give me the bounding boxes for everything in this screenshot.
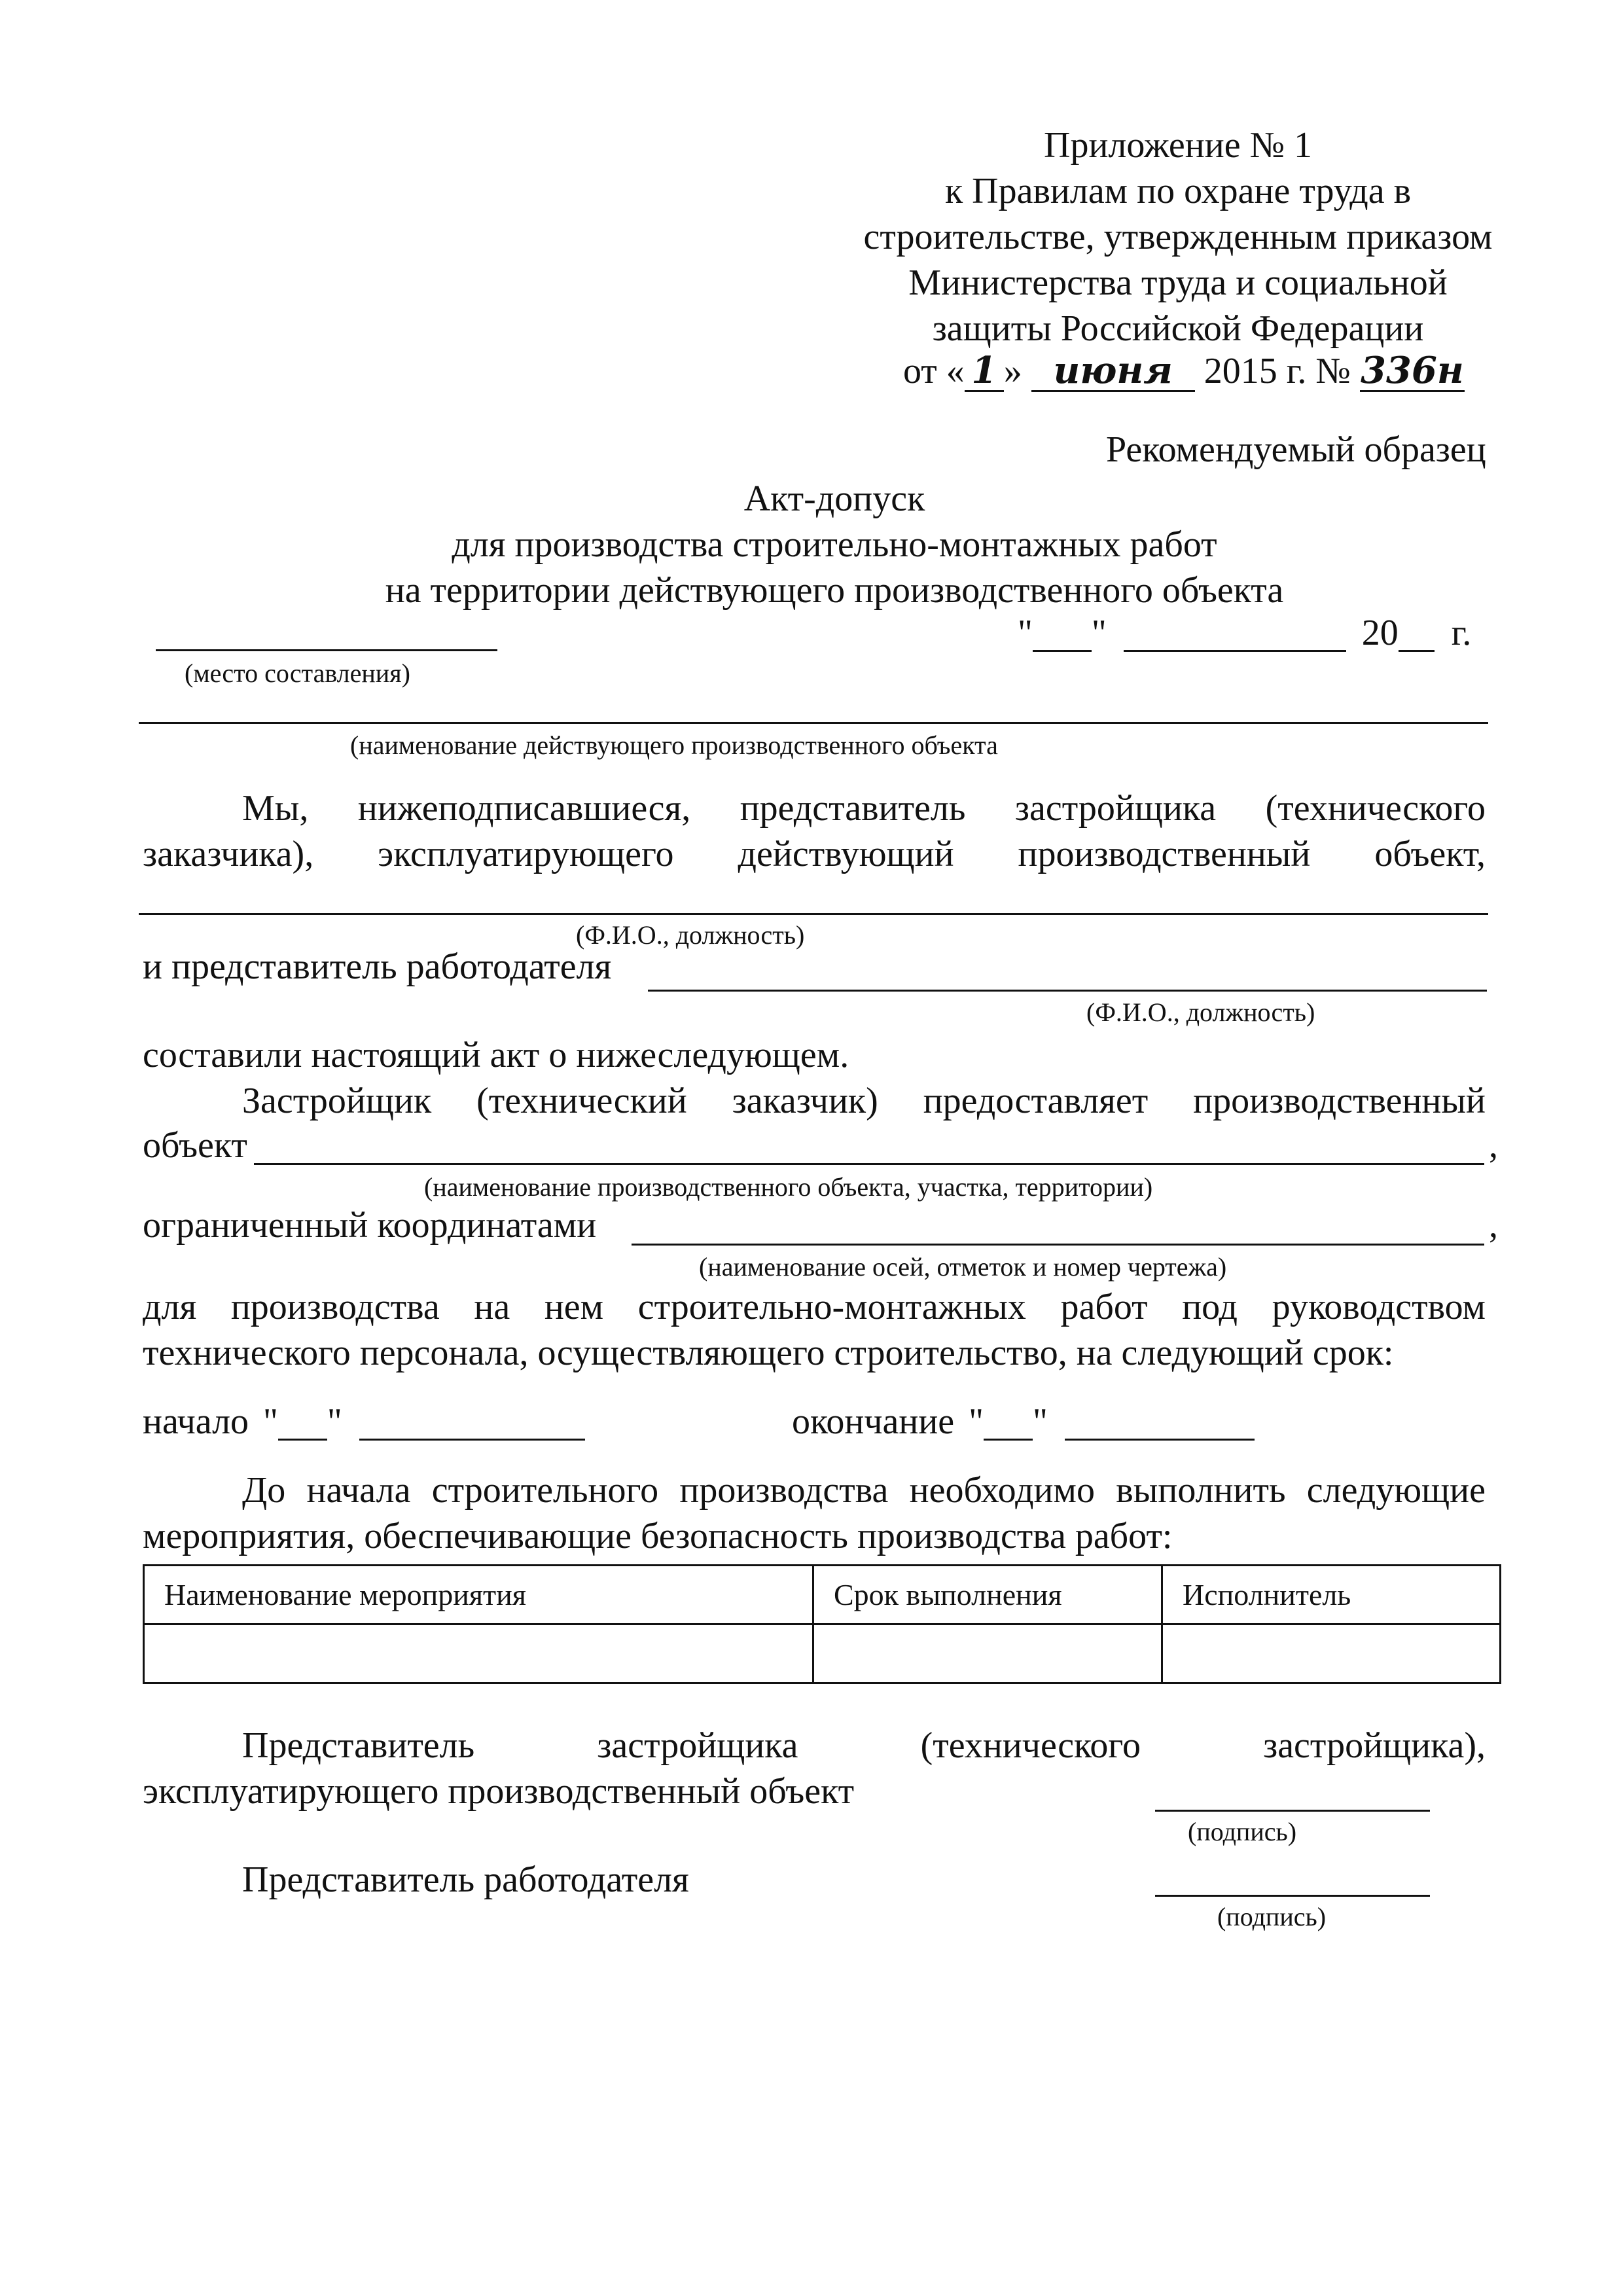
para4-line1: До начала строительного производства необходимо выполнить следующие xyxy=(242,1470,1486,1511)
title-sub1: для производства строительно-монтажных работ xyxy=(452,524,1217,565)
date-prefix: от « xyxy=(903,351,965,391)
period-start xyxy=(143,1401,585,1443)
object-name-caption: (наименование действующего производственного объекта xyxy=(350,730,998,760)
appendix-line4: Министерства труда и социальной xyxy=(908,262,1448,303)
date-quote-close: " xyxy=(1091,613,1107,653)
act-month-blank[interactable] xyxy=(1124,616,1346,652)
rep1-line1: Представитель застройщика (технического застройщика), xyxy=(242,1725,1486,1766)
page-title: Акт-допуск xyxy=(743,478,925,519)
measures-table xyxy=(143,1564,1501,1684)
act-day-blank[interactable] xyxy=(1033,616,1092,652)
para3-line1: для производства на нем строительно-монтажных работ под руководством xyxy=(143,1287,1486,1327)
end-day-blank[interactable] xyxy=(984,1405,1033,1441)
employer-rep-line[interactable] xyxy=(648,990,1487,992)
appendix-line2: к Правилам по охране труда в xyxy=(944,171,1412,211)
end-quote-open: " xyxy=(969,1401,984,1442)
date-year: 2015 г. № xyxy=(1204,351,1351,391)
coords-line[interactable] xyxy=(632,1244,1484,1246)
appendix-line1: Приложение № 1 xyxy=(1044,125,1312,166)
order-number: 336н xyxy=(1360,349,1464,392)
rep2-signature-line[interactable] xyxy=(1155,1895,1430,1897)
cell-measure-name[interactable] xyxy=(144,1624,813,1683)
end-month-blank[interactable] xyxy=(1065,1405,1255,1441)
act-year-blank[interactable] xyxy=(1399,616,1435,652)
place-caption: (место составления) xyxy=(185,658,410,688)
act-year: 20 xyxy=(1361,613,1399,653)
date-month: июня xyxy=(1031,351,1195,392)
cell-deadline[interactable] xyxy=(813,1624,1162,1683)
customer-rep-line[interactable] xyxy=(139,913,1488,915)
object-line[interactable] xyxy=(254,1163,1484,1165)
end-quote-close: " xyxy=(1033,1401,1048,1442)
employer-caption: (Ф.И.О., должность) xyxy=(1086,997,1315,1027)
recommended-sample: Рекомендуемый образец xyxy=(1106,429,1486,470)
object-name-line[interactable] xyxy=(139,722,1488,724)
para1-line2: заказчика), эксплуатирующего действующий производственный объект, xyxy=(143,834,1486,874)
rep1-line2: эксплуатирующего производственный объект xyxy=(143,1771,855,1812)
rep1-signature-caption: (подпись) xyxy=(1188,1817,1297,1846)
para4-line2: мероприятия, обеспечивающие безопасность производства работ: xyxy=(143,1516,1173,1556)
rep2-signature-caption: (подпись) xyxy=(1217,1902,1327,1931)
appendix-line5: защиты Российской Федерации xyxy=(932,308,1424,349)
table-row xyxy=(144,1624,1501,1683)
rep1-signature-line[interactable] xyxy=(1155,1810,1430,1812)
coords-comma: , xyxy=(1489,1205,1498,1246)
place-line[interactable] xyxy=(156,649,497,651)
coords-label: ограниченный координатами xyxy=(143,1205,597,1246)
start-month-blank[interactable] xyxy=(359,1405,585,1441)
start-label: начало xyxy=(143,1401,249,1442)
para2-line1: Застройщик (технический заказчик) предоставляет производственный xyxy=(242,1081,1486,1121)
object-caption: (наименование производственного объекта, участка, территории) xyxy=(424,1172,1153,1202)
object-comma: , xyxy=(1489,1125,1498,1166)
object-label: объект xyxy=(143,1125,247,1166)
date-quote-open: " xyxy=(1018,613,1033,653)
end-label: окончание xyxy=(792,1401,955,1442)
customer-rep-caption: (Ф.И.О., должность) xyxy=(576,920,805,950)
header-executor: Исполнитель xyxy=(1162,1566,1501,1624)
coords-caption: (наименование осей, отметок и номер чертежа) xyxy=(699,1252,1227,1282)
act-date xyxy=(1018,612,1471,654)
date-mid: » xyxy=(1003,351,1022,391)
table-header-row xyxy=(144,1566,1501,1624)
para1-line1: Мы, нижеподписавшиеся, представитель застройщика (технического xyxy=(242,788,1486,829)
para3-line2: технического персонала, осуществляющего строительство, на следующий срок: xyxy=(143,1333,1394,1373)
start-quote-open: " xyxy=(263,1401,278,1442)
title-sub2: на территории действующего производственного объекта xyxy=(385,570,1284,611)
appendix-line3: строительстве, утвержденным приказом xyxy=(863,217,1493,257)
header-deadline: Срок выполнения xyxy=(813,1566,1162,1624)
employer-label: и представитель работодателя xyxy=(143,946,612,987)
start-day-blank[interactable] xyxy=(278,1405,327,1441)
rep2-label: Представитель работодателя xyxy=(242,1859,689,1900)
composed-text: составили настоящий акт о нижеследующем. xyxy=(143,1035,849,1075)
act-year-suffix: г. xyxy=(1451,613,1472,653)
appendix-date-line xyxy=(903,350,1465,392)
header-measure-name: Наименование мероприятия xyxy=(144,1566,813,1624)
period-end xyxy=(792,1401,1255,1443)
cell-executor[interactable] xyxy=(1162,1624,1501,1683)
start-quote-close: " xyxy=(327,1401,342,1442)
date-day: 1 xyxy=(965,351,1004,392)
